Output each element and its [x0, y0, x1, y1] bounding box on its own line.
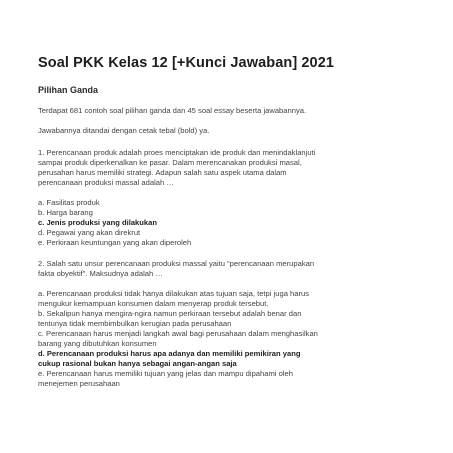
option-line: a. Perencanaan produksi tidak hanya dilakukan atas tujuan saja, tetpi juga harus	[38, 289, 310, 298]
option-d: d. Pegawai yang akan direkrut	[38, 228, 141, 237]
question-1	[38, 148, 428, 188]
question-2-line: fakta obyektif”. Maksudnya adalah …	[38, 269, 163, 278]
option-line: menejemen perusahaan	[38, 379, 120, 388]
question-1-line: perencanaan produksi massal adalah …	[38, 178, 174, 187]
section-heading: Pilihan Ganda	[38, 85, 99, 95]
option-line: barang yang dibutuhkan konsumen	[38, 339, 157, 348]
question-1-line: 1. Perencanaan produk adalah proes menciptakan ide produk dan menindaklanjuti	[38, 148, 316, 157]
option-line: b. Sekalipun hanya mengira-ngira namun perkiraan tersebut adalah benar dan	[38, 309, 302, 318]
option-a: a. Fasilitas produk	[38, 198, 100, 207]
question-2	[38, 259, 428, 279]
option-e: e. Perkiraan keuntungan yang akan diperoleh	[38, 238, 192, 247]
note-text: Jawabannya ditandai dengan cetak tebal (bold) ya.	[38, 126, 210, 135]
intro-text: Terdapat 681 contoh soal pilihan ganda dan 45 soal essay beserta jawabannya.	[38, 106, 307, 115]
option-b	[38, 309, 428, 329]
question-1-options	[38, 198, 428, 248]
option-c	[38, 329, 428, 349]
option-b: b. Harga barang	[38, 208, 93, 217]
page-title: Soal PKK Kelas 12 [+Kunci Jawaban] 2021	[38, 55, 335, 71]
document-page	[38, 54, 428, 389]
question-2-line: 2. Salah satu unsur perencanaan produksi massal yaitu “perencanaan merupakan	[38, 259, 315, 268]
option-a	[38, 289, 428, 309]
option-line: mengukur kemampuan konsumen dalam menyerap produk tersebut.	[38, 299, 269, 308]
option-line: e. Perencanaan harus memiliki tujuan yang jelas dan mampu dipahami oleh	[38, 369, 293, 378]
question-1-line: perusahan harus memiliki strategi. Adapun salah satu aspek utama dalam	[38, 168, 287, 177]
option-line: c. Perencanaan harus menjadi langkah awal bagi perusahaan dalam menghasilkan	[38, 329, 318, 338]
option-line: d. Perencanaan produksi harus apa adanya dan memiliki pemikiran yang	[38, 349, 301, 358]
option-line: tentunya tidak membimbulkan kerugian pada perusahaan	[38, 319, 232, 328]
option-d-correct	[38, 349, 428, 369]
question-2-options	[38, 289, 428, 389]
option-line: cukup rasional bukan hanya sebagai angan-angan saja	[38, 359, 237, 368]
option-c-correct: c. Jenis produksi yang dilakukan	[38, 218, 158, 227]
option-e	[38, 369, 428, 389]
question-1-line: sampai produk diperkenalkan ke pasar. Dalam merencanakan produksi masal,	[38, 158, 302, 167]
